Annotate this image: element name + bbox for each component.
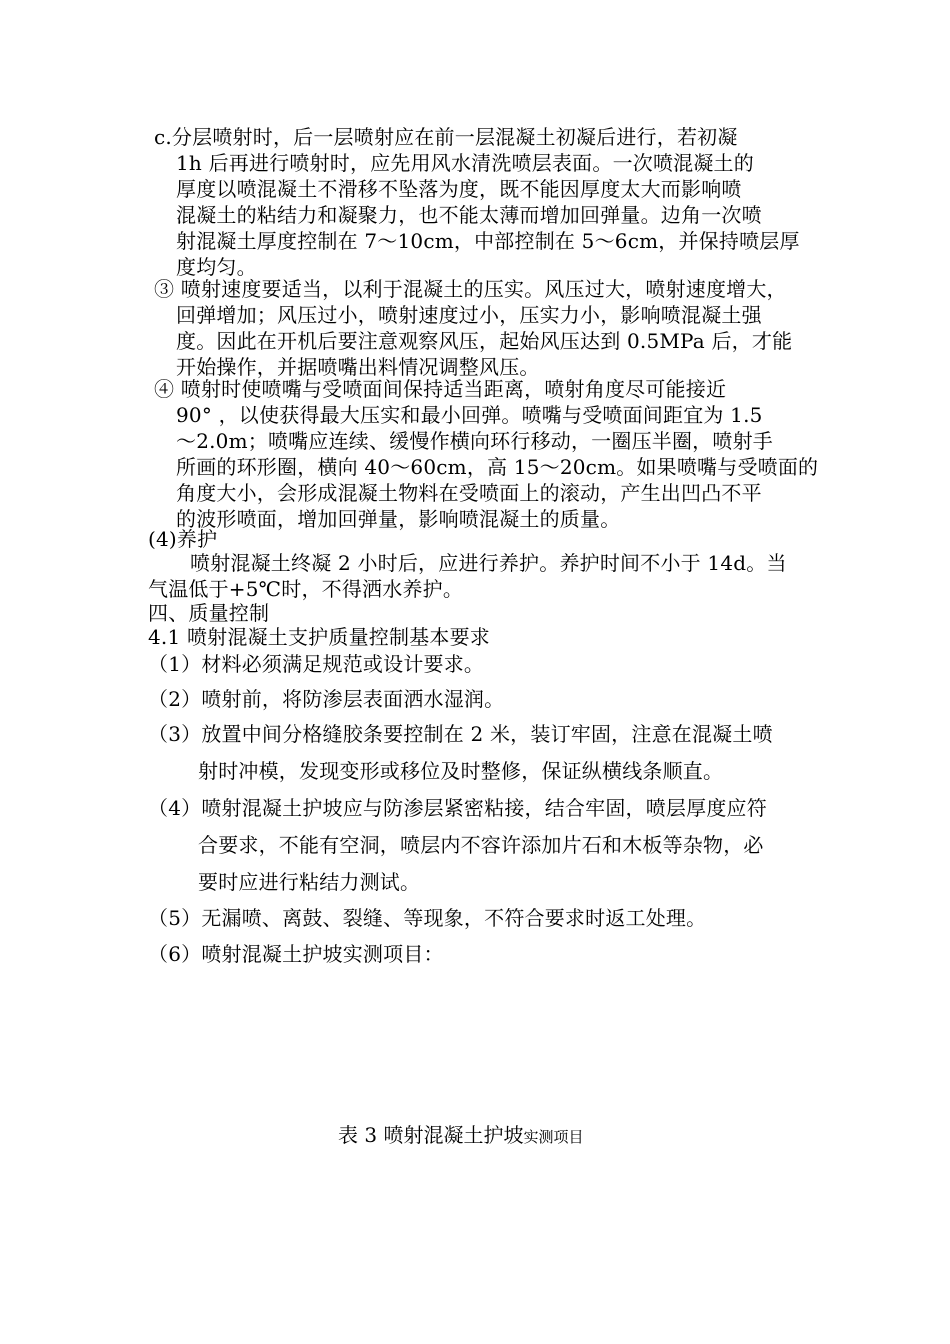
text-line: 开始操作，并据喷嘴出料情况调整风压。 [176,355,540,379]
text-line: 角度大小，会形成混凝土物料在受喷面上的滚动，产生出凹凸不平 [176,481,762,505]
table-caption-main: 表 3 喷射混凝土护坡 [338,1123,524,1147]
text-line: c.分层喷射时，后一层喷射应在前一层混凝土初凝后进行，若初凝 [154,125,738,149]
text-line: 气温低于+5℃时，不得洒水养护。 [148,577,464,601]
list-item-continuation: 合要求，不能有空洞，喷层内不容许添加片石和木板等杂物，必 [198,833,764,857]
text-line: ④ 喷射时使喷嘴与受喷面间保持适当距离，喷射角度尽可能接近 [154,377,727,401]
section-heading: 4.1 喷射混凝土支护质量控制基本要求 [148,625,490,649]
table-caption [338,1122,583,1150]
text-line: 90° ，以使获得最大压实和最小回弹。喷嘴与受喷面间距宜为 1.5 [176,403,763,427]
list-item: （1）材料必须满足规范或设计要求。 [148,652,485,676]
table-caption-suffix: 实测项目 [523,1128,584,1146]
text-line: ～2.0m；喷嘴应连续、缓慢作横向环行移动，一圈压半圈，喷射手 [176,429,773,453]
list-item: （3）放置中间分格缝胶条要控制在 2 米，装订牢固，注意在混凝土喷 [148,722,773,746]
text-line: 的波形喷面，增加回弹量，影响喷混凝土的质量。 [176,507,621,531]
text-line: ③ 喷射速度要适当，以利于混凝土的压实。风压过大，喷射速度增大， [154,277,787,301]
list-item-continuation: 射时冲模，发现变形或移位及时整修，保证纵横线条顺直。 [198,759,724,783]
list-item: （6）喷射混凝土护坡实测项目： [148,942,444,966]
text-line: 射混凝土厚度控制在 7～10cm，中部控制在 5～6cm，并保持喷层厚 [176,229,800,253]
text-line: 回弹增加；风压过小，喷射速度过小，压实力小，影响喷混凝土强 [176,303,762,327]
section-heading: (4)养护 [148,527,218,551]
text-line: 厚度以喷混凝土不滑移不坠落为度，既不能因厚度太大而影响喷 [176,177,742,201]
list-item: （4）喷射混凝土护坡应与防渗层紧密粘接，结合牢固，喷层厚度应符 [148,796,767,820]
text-line: 所画的环形圈，横向 40～60cm，高 15～20cm。如果喷嘴与受喷面的 [176,455,819,479]
list-item: （2）喷射前，将防渗层表面洒水湿润。 [148,687,505,711]
text-line: 1h 后再进行喷射时，应先用风水清洗喷层表面。一次喷混凝土的 [176,151,754,175]
text-line: 混凝土的粘结力和凝聚力，也不能太薄而增加回弹量。边角一次喷 [176,203,762,227]
text-line: 度。因此在开机后要注意观察风压，起始风压达到 0.5MPa 后，才能 [176,329,793,353]
section-heading: 四、质量控制 [148,601,270,625]
list-item-continuation: 要时应进行粘结力测试。 [198,870,421,894]
list-item: （5）无漏喷、离鼓、裂缝、等现象，不符合要求时返工处理。 [148,906,707,930]
text-line: 度均匀。 [176,255,257,279]
text-line: 喷射混凝土终凝 2 小时后，应进行养护。养护时间不小于 14d。当 [190,551,787,575]
